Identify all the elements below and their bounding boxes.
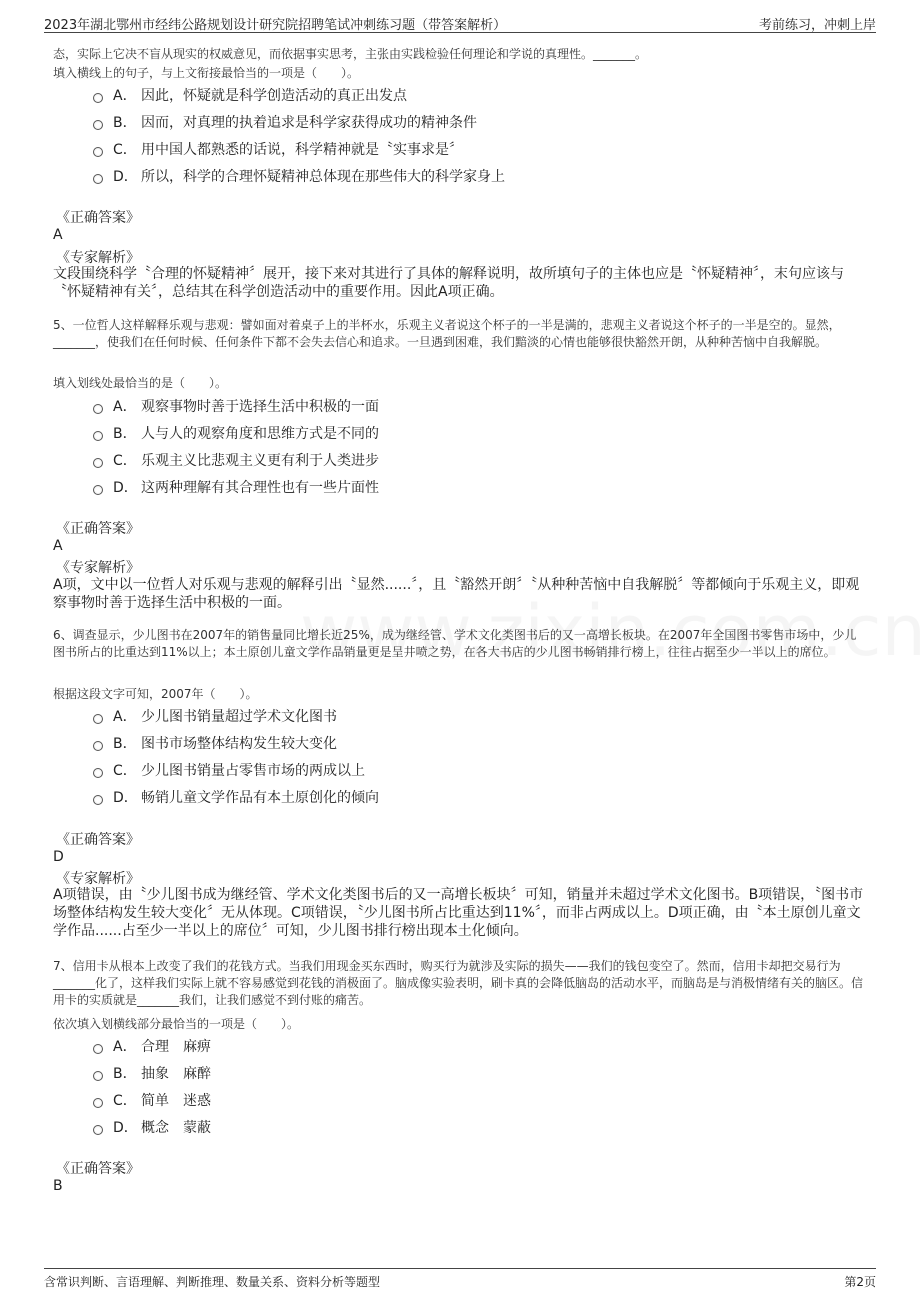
radio-icon[interactable] — [93, 431, 103, 441]
option-text: 图书市场整体结构发生较大变化 — [141, 736, 337, 752]
option-text: 少儿图书销量超过学术文化图书 — [141, 709, 337, 725]
option-text: 所以，科学的合理怀疑精神总体现在那些伟大的科学家身上 — [141, 169, 505, 185]
option-key: C． — [113, 453, 137, 469]
radio-icon[interactable] — [93, 795, 103, 805]
option-key: D． — [113, 480, 138, 496]
footer-topics: 含常识判断、言语理解、判断推理、数量关系、资料分析等题型 — [44, 1275, 381, 1289]
option-text: 人与人的观察角度和思维方式是不同的 — [141, 426, 379, 442]
radio-icon[interactable] — [93, 147, 103, 157]
q6-answer-label: 《正确答案》 — [56, 832, 140, 848]
radio-icon[interactable] — [93, 1098, 103, 1108]
q5-option-d[interactable] — [93, 477, 379, 497]
option-text: 抽象 麻醉 — [141, 1066, 211, 1082]
option-text: 观察事物时善于选择生活中积极的一面 — [141, 399, 379, 415]
radio-icon[interactable] — [93, 1071, 103, 1081]
radio-icon[interactable] — [93, 458, 103, 468]
option-key: D． — [113, 1120, 138, 1136]
q6-prompt: 根据这段文字可知，2007年（ ）。 — [53, 687, 258, 701]
q5-answer-label: 《正确答案》 — [56, 521, 140, 537]
option-text: 因此，怀疑就是科学创造活动的真正出发点 — [141, 88, 407, 104]
radio-icon[interactable] — [93, 768, 103, 778]
radio-icon[interactable] — [93, 120, 103, 130]
option-text: 用中国人都熟悉的话说，科学精神就是〝实事求是〞 — [141, 142, 463, 158]
q4-option-b[interactable] — [93, 112, 477, 132]
radio-icon[interactable] — [93, 93, 103, 103]
q6-option-a[interactable] — [93, 706, 337, 726]
option-key: B． — [113, 736, 137, 752]
radio-icon[interactable] — [93, 1044, 103, 1054]
option-key: D． — [113, 790, 138, 806]
option-key: A． — [113, 399, 137, 415]
q5-option-c[interactable] — [93, 450, 379, 470]
q4-answer: A — [53, 227, 63, 243]
q4-stem: 态，实际上它决不盲从现实的权威意见，而依据事实思考，主张由实践检验任何理论和学说的真理性。_______。 — [53, 47, 648, 61]
option-text: 因而，对真理的执着追求是科学家获得成功的精神条件 — [141, 115, 477, 131]
q6-option-b[interactable] — [93, 733, 337, 753]
q4-option-c[interactable] — [93, 139, 463, 159]
q4-option-a[interactable] — [93, 85, 407, 105]
q5-option-b[interactable] — [93, 423, 379, 443]
q4-answer-label: 《正确答案》 — [56, 210, 140, 226]
q5-prompt: 填入划线处最恰当的是（ ）。 — [53, 376, 228, 390]
q4-prompt: 填入横线上的句子，与上文衔接最恰当的一项是（ ）。 — [53, 66, 360, 80]
q7-option-b[interactable] — [93, 1063, 211, 1083]
q5-analysis: A项，文中以一位哲人对乐观与悲观的解释引出〝显然......〞，且〝豁然开朗〞〝从种种苦恼中自我解脱〞等都倾向于乐观主义，即观察事物时善于选择生活中积极的一面。 — [53, 577, 860, 611]
q4-analysis-label: 《专家解析》 — [56, 250, 140, 266]
q6-option-d[interactable] — [93, 787, 379, 807]
q4-option-d[interactable] — [93, 166, 505, 186]
option-key: B． — [113, 1066, 137, 1082]
q6-answer: D — [53, 849, 64, 865]
radio-icon[interactable] — [93, 1125, 103, 1135]
option-text: 少儿图书销量占零售市场的两成以上 — [141, 763, 365, 779]
option-text: 合理 麻痹 — [141, 1039, 211, 1055]
option-text: 乐观主义比悲观主义更有利于人类进步 — [141, 453, 379, 469]
page-number: 第2页 — [844, 1275, 876, 1289]
q6-option-c[interactable] — [93, 760, 365, 780]
header-slogan: 考前练习，冲刺上岸 — [758, 18, 876, 33]
q7-stem: 7、信用卡从根本上改变了我们的花钱方式。当我们用现金买东西时，购买行为就涉及实际的损失——我们的钱包变空了。然而，信用卡却把交易行为_______化了，这样我们实际上就不容易感觉到花钱的消极面了。脑成像实验表明，刷卡真的会降低脑岛的活动水平，而脑岛是与消极情绪有关的脑区。信用卡的实质就是_______我们，让我们感觉不到付账的痛苦。 — [53, 959, 864, 1007]
header-title: 2023年湖北鄂州市经纬公路规划设计研究院招聘笔试冲刺练习题（带答案解析） — [44, 18, 507, 33]
q7-option-d[interactable] — [93, 1117, 211, 1137]
option-key: A． — [113, 1039, 137, 1055]
q4-analysis: 文段围绕科学〝合理的怀疑精神〞展开，接下来对其进行了具体的解释说明，故所填句子的主体也应是〝怀疑精神〞，末句应该与〝怀疑精神有关〞，总结其在科学创造活动中的重要作用。因此A项正确。 — [53, 266, 844, 300]
option-key: A． — [113, 709, 137, 725]
option-key: A． — [113, 88, 137, 104]
radio-icon[interactable] — [93, 404, 103, 414]
q7-answer: B — [53, 1178, 63, 1194]
q6-stem: 6、调查显示，少儿图书在2007年的销售量同比增长近25%，成为继经管、学术文化类图书后的又一高增长板块。在2007年全国图书零售市场中，少儿图书所占的比重达到11%以上；本土原创儿童文学作品销量更是呈井喷之势，在各大书店的少儿图书畅销排行榜上，往往占据至少一半以上的席位。 — [53, 628, 857, 659]
option-text: 这两种理解有其合理性也有一些片面性 — [141, 480, 379, 496]
page-header — [44, 12, 876, 33]
radio-icon[interactable] — [93, 741, 103, 751]
q6-analysis-label: 《专家解析》 — [56, 871, 140, 887]
option-text: 畅销儿童文学作品有本土原创化的倾向 — [141, 790, 379, 806]
q6-analysis: A项错误，由〝少儿图书成为继经管、学术文化类图书后的又一高增长板块〞可知，销量并未超过学术文化图书。B项错误，〝图书市场整体结构发生较大变化〞无从体现。C项错误，〝少儿图书所占比重达到11%〞，而非占两成以上。D项正确，由〝本土原创儿童文学作品......占至少一半以上的席位〞可知，少儿图书排行榜出现本土化倾向。 — [53, 887, 864, 939]
q5-answer: A — [53, 538, 63, 554]
option-key: C． — [113, 763, 137, 779]
q7-option-c[interactable] — [93, 1090, 211, 1110]
q7-answer-label: 《正确答案》 — [56, 1161, 140, 1177]
page-footer — [44, 1268, 876, 1293]
option-key: B． — [113, 115, 137, 131]
option-key: C． — [113, 142, 137, 158]
radio-icon[interactable] — [93, 714, 103, 724]
q7-option-a[interactable] — [93, 1036, 211, 1056]
option-key: C． — [113, 1093, 137, 1109]
option-key: D． — [113, 169, 138, 185]
option-text: 概念 蒙蔽 — [141, 1120, 211, 1136]
q5-stem: 5、一位哲人这样解释乐观与悲观：譬如面对着桌子上的半杯水，乐观主义者说这个杯子的一半是满的，悲观主义者说这个杯子的一半是空的。显然，_______，使我们在任何时候、任何条件下都不会失去信心和追求。一旦遇到困难，我们黯淡的心情也能够很快豁然开朗，从种种苦恼中自我解脱。 — [53, 318, 841, 349]
radio-icon[interactable] — [93, 174, 103, 184]
option-key: B． — [113, 426, 137, 442]
q7-prompt: 依次填入划横线部分最恰当的一项是（ ）。 — [53, 1017, 300, 1031]
option-text: 简单 迷惑 — [141, 1093, 211, 1109]
q5-analysis-label: 《专家解析》 — [56, 560, 140, 576]
radio-icon[interactable] — [93, 485, 103, 495]
q5-option-a[interactable] — [93, 396, 379, 416]
